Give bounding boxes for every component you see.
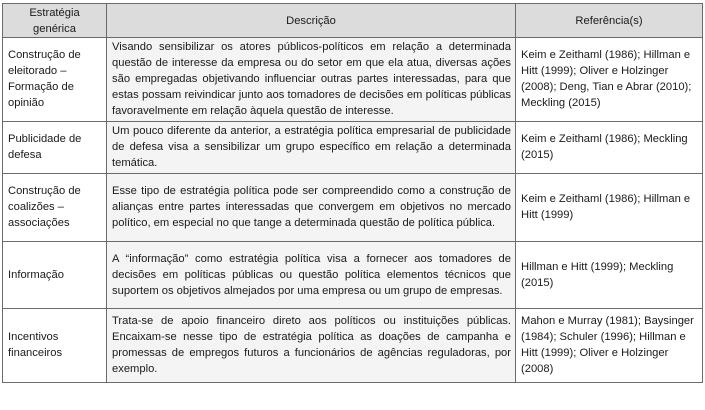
strategy-cell: Informação	[3, 242, 107, 309]
strategy-table-container	[2, 3, 703, 383]
references-cell: Keim e Zeithaml (1986); Hillman e Hitt (1999)	[516, 174, 703, 242]
table-row	[3, 309, 703, 383]
table-row	[3, 38, 703, 122]
description-cell: Trata-se de apoio financeiro direto aos políticos ou instituições públicas. Encaixam-se nesse tipo de estratégia política as doações de campanha e promessas de empregos futuros a funcionários de agências reguladoras, por exemplo.	[107, 309, 516, 383]
references-cell: Keim e Zeithaml (1986); Meckling (2015)	[516, 122, 703, 174]
political-strategy-table	[2, 3, 703, 383]
strategy-cell: Construção de coalizões – associações	[3, 174, 107, 242]
table-header-row	[3, 4, 703, 38]
header-description: Descrição	[107, 4, 516, 38]
table-row	[3, 242, 703, 309]
description-cell: Esse tipo de estratégia política pode ser compreendido como a construção de alianças entre partes interessadas que convergem em objetivos no mercado político, em especial no que tange a determinada questão de política pública.	[107, 174, 516, 242]
strategy-cell: Incentivos financeiros	[3, 309, 107, 383]
strategy-cell: Publicidade de defesa	[3, 122, 107, 174]
references-cell: Keim e Zeithaml (1986); Hillman e Hitt (1999); Oliver e Holzinger (2008); Deng, Tian e Abrar (2010); Meckling (2015)	[516, 38, 703, 122]
table-row	[3, 122, 703, 174]
header-strategy: Estratégia genérica	[3, 4, 107, 38]
description-cell: Visando sensibilizar os atores públicos-políticos em relação a determinada questão de interesse da empresa ou do setor em que ela atua, diversas ações são empregadas objetivando influenciar outras partes interessadas, para que estas possam reivindicar junto aos tomadores de decisões em políticas públicas favoravelmente em relação àquela questão de interesse.	[107, 38, 516, 122]
references-cell: Mahon e Murray (1981); Baysinger (1984); Schuler (1996); Hillman e Hitt (1999); Oliver e Holzinger (2008)	[516, 309, 703, 383]
header-references: Referência(s)	[516, 4, 703, 38]
references-cell: Hillman e Hitt (1999); Meckling (2015)	[516, 242, 703, 309]
strategy-cell: Construção de eleitorado – Formação de opinião	[3, 38, 107, 122]
description-cell: A “informação” como estratégia política visa a fornecer aos tomadores de decisões em políticas públicas ou questão política elementos técnicos que suportem os objetivos almejados por uma empresa ou um grupo de empresas.	[107, 242, 516, 309]
table-row	[3, 174, 703, 242]
description-cell: Um pouco diferente da anterior, a estratégia política empresarial de publicidade de defesa visa a sensibilizar um grupo específico em relação a determinada temática.	[107, 122, 516, 174]
